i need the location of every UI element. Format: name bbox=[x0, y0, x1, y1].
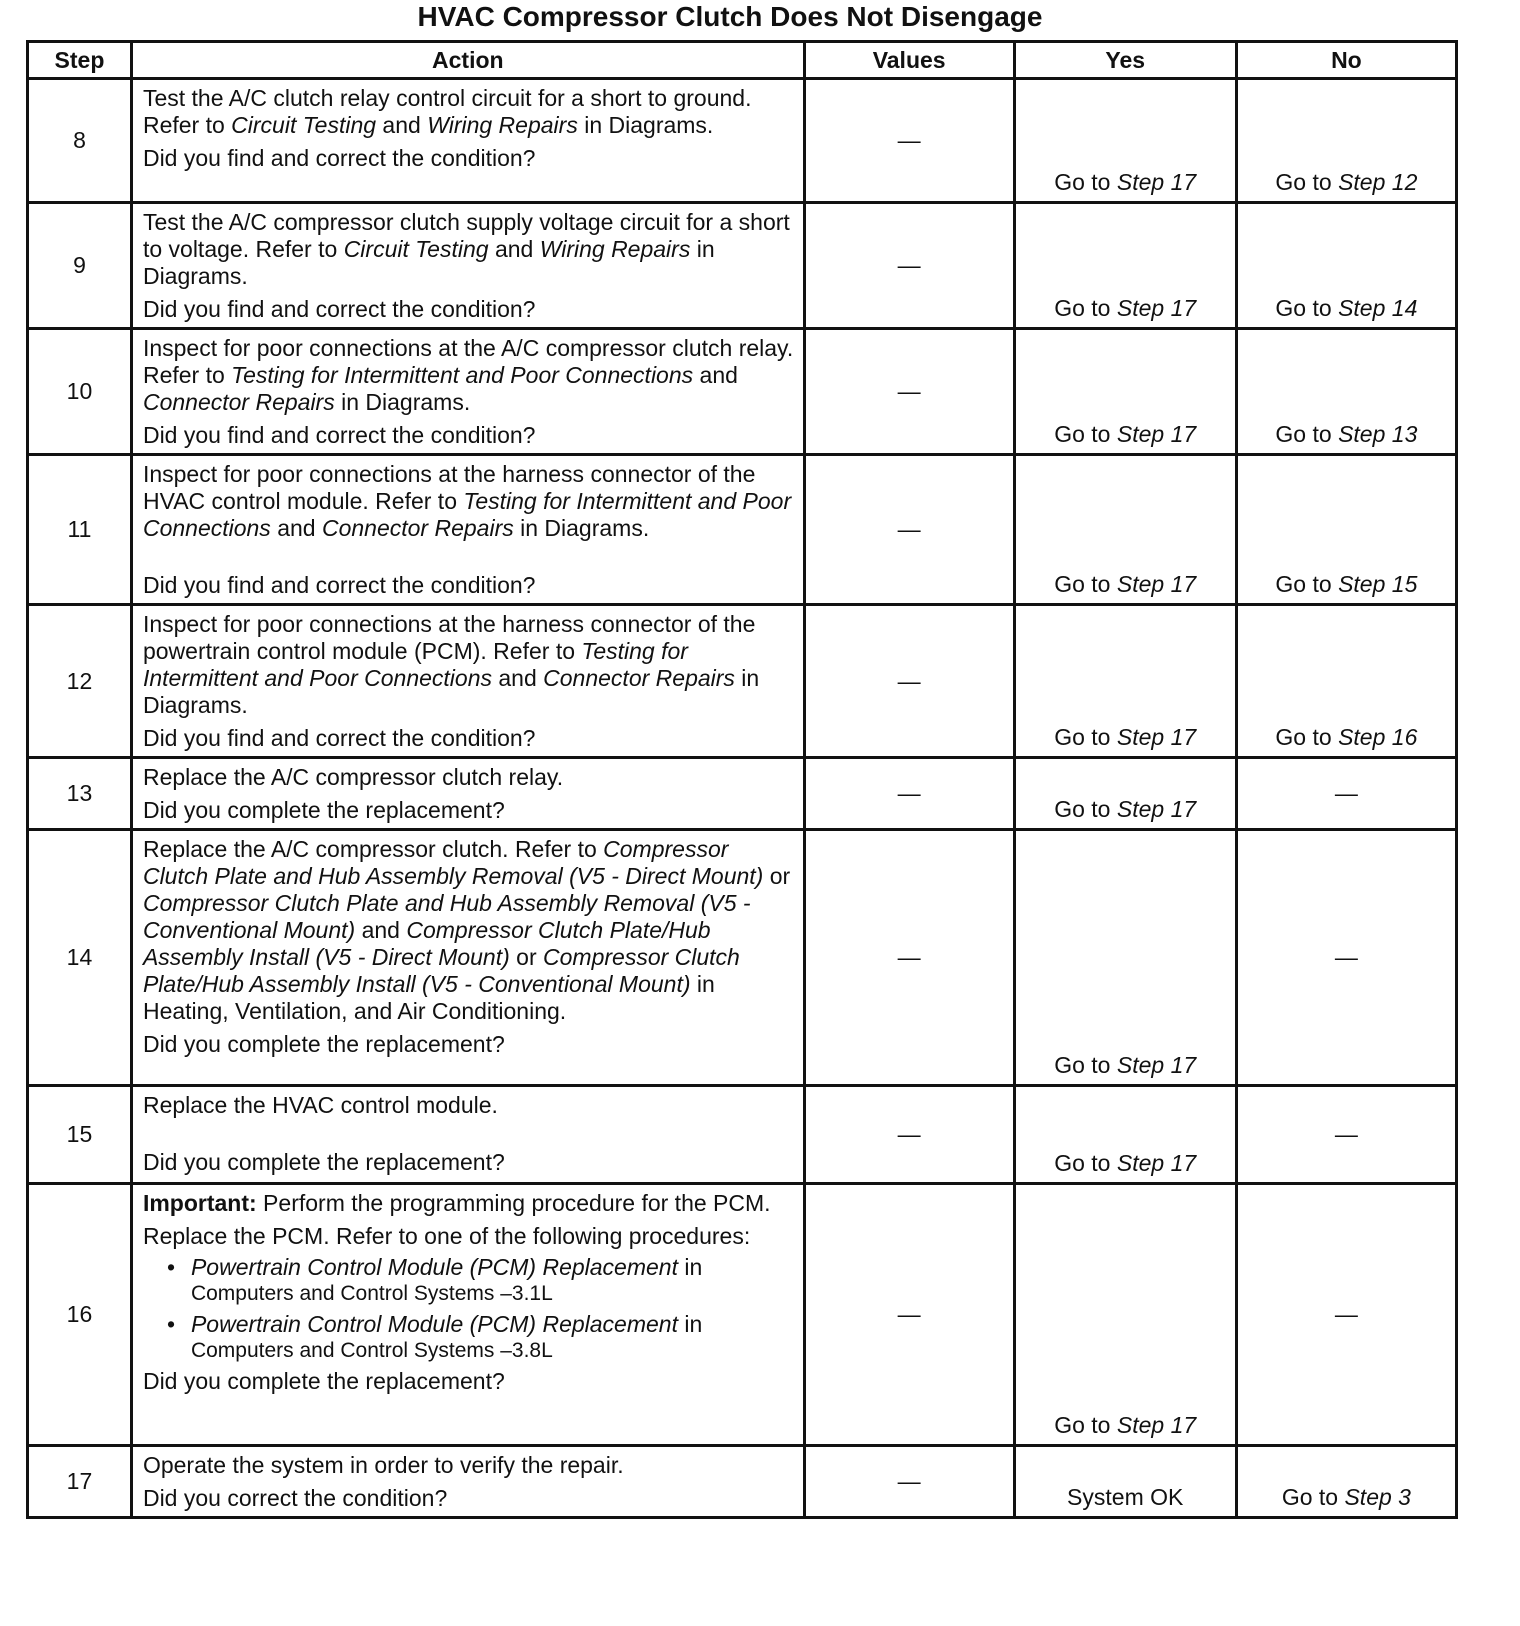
reference-link[interactable]: Testing for Intermittent and Poor Connections bbox=[142, 488, 792, 541]
reference-link[interactable]: Compressor Clutch Plate and Hub Assembly Removal (V5 - Direct Mount) bbox=[142, 836, 764, 889]
no-cell: Go to Step 16 bbox=[1236, 605, 1456, 758]
action-text: Inspect for poor connections at the harness connector of the powertrain control module (PCM). Refer to Testing for Intermittent and Poor Connections and Connector Repairs in Diagrams. bbox=[142, 611, 760, 718]
reference-link[interactable]: Powertrain Control Module (PCM) Replacement bbox=[190, 1311, 678, 1337]
reference-link[interactable]: Connector Repairs bbox=[543, 665, 735, 691]
action-cell bbox=[131, 203, 804, 329]
no-step-link[interactable]: Step 12 bbox=[1338, 169, 1418, 195]
values-cell: — bbox=[804, 203, 1014, 329]
reference-link[interactable]: Connector Repairs bbox=[321, 515, 514, 541]
reference-link[interactable]: Circuit Testing bbox=[231, 112, 377, 138]
no-cell: Go to Step 12 bbox=[1236, 79, 1456, 203]
no-cell: Go to Step 13 bbox=[1236, 329, 1456, 455]
table-row bbox=[28, 79, 1457, 203]
yes-cell: Go to Step 17 bbox=[1014, 1086, 1236, 1184]
step-number: 14 bbox=[28, 830, 132, 1086]
reference-link[interactable]: Wiring Repairs bbox=[427, 112, 578, 138]
table-header-row bbox=[28, 42, 1457, 79]
action-text: Test the A/C compressor clutch supply voltage circuit for a short to voltage. Refer to Circuit Testing and Wiring Repairs in Diagrams. bbox=[142, 209, 790, 289]
yes-step-link[interactable]: Step 17 bbox=[1116, 421, 1197, 447]
header-values: Values bbox=[804, 42, 1014, 79]
values-cell: — bbox=[804, 830, 1014, 1086]
yes-step-link[interactable]: Step 17 bbox=[1116, 295, 1197, 321]
yes-step-link[interactable]: Step 17 bbox=[1116, 1150, 1197, 1176]
action-text: Replace the A/C compressor clutch relay. bbox=[142, 764, 564, 790]
action-cell bbox=[131, 830, 804, 1086]
action-cell bbox=[131, 758, 804, 830]
action-text: Replace the HVAC control module. bbox=[142, 1092, 498, 1118]
header-step: Step bbox=[28, 42, 132, 79]
question-text: Did you complete the replacement? bbox=[142, 1149, 505, 1175]
table-row bbox=[28, 1086, 1457, 1184]
step-number: 11 bbox=[28, 455, 132, 605]
yes-cell: Go to Step 17 bbox=[1014, 329, 1236, 455]
important-note: Important: Perform the programming procedure for the PCM. bbox=[142, 1190, 771, 1216]
yes-cell: Go to Step 17 bbox=[1014, 758, 1236, 830]
no-step-link[interactable]: Step 13 bbox=[1338, 421, 1418, 447]
table-row bbox=[28, 605, 1457, 758]
values-cell: — bbox=[804, 1446, 1014, 1518]
action-text: Test the A/C clutch relay control circuit for a short to ground. Refer to Circuit Testing and Wiring Repairs in Diagrams. bbox=[142, 85, 752, 138]
procedure-table bbox=[26, 40, 1458, 1519]
reference-link[interactable]: Testing for Intermittent and Poor Connections bbox=[142, 638, 688, 691]
question-text: Did you complete the replacement? bbox=[142, 1031, 505, 1057]
bullet-item: • Powertrain Control Module (PCM) Replacement in Computers and Control Systems –3.1L bbox=[143, 1254, 795, 1307]
step-number: 10 bbox=[28, 329, 132, 455]
yes-cell: Go to Step 17 bbox=[1014, 605, 1236, 758]
header-action: Action bbox=[131, 42, 804, 79]
table-row bbox=[28, 1184, 1457, 1446]
step-number: 9 bbox=[28, 203, 132, 329]
action-text: Replace the A/C compressor clutch. Refer to Compressor Clutch Plate and Hub Assembly Removal (V5 - Direct Mount) or Compressor Clutch Plate and Hub Assembly Removal (V5 - Conventional Mount) and Compressor Clutch Plate/Hub Assembly Install (V5 - Direct Mount) or Compressor Clutch Plate/Hub Assembly Install (V5 - Conventional Mount) in Heating, Ventilation, and Air Conditioning. bbox=[142, 836, 791, 1024]
table-row bbox=[28, 455, 1457, 605]
values-cell: — bbox=[804, 758, 1014, 830]
reference-link[interactable]: Compressor Clutch Plate/Hub Assembly Install (V5 - Direct Mount) bbox=[142, 917, 711, 970]
yes-cell: Go to Step 17 bbox=[1014, 79, 1236, 203]
yes-cell bbox=[1014, 1446, 1236, 1518]
table-row bbox=[28, 203, 1457, 329]
reference-link[interactable]: Powertrain Control Module (PCM) Replacement bbox=[190, 1254, 678, 1280]
step-number: 8 bbox=[28, 79, 132, 203]
no-cell: Go to Step 15 bbox=[1236, 455, 1456, 605]
reference-link[interactable]: Testing for Intermittent and Poor Connections bbox=[231, 362, 694, 388]
header-no: No bbox=[1236, 42, 1456, 79]
action-text: Replace the PCM. Refer to one of the following procedures: bbox=[142, 1223, 751, 1249]
action-cell bbox=[131, 329, 804, 455]
table-row bbox=[28, 758, 1457, 830]
values-cell: — bbox=[804, 455, 1014, 605]
step-number: 15 bbox=[28, 1086, 132, 1184]
yes-cell: Go to Step 17 bbox=[1014, 830, 1236, 1086]
bullet-sub-text: Computers and Control Systems –3.1L bbox=[190, 1282, 553, 1305]
yes-step-link[interactable]: Step 17 bbox=[1116, 796, 1197, 822]
step-number: 12 bbox=[28, 605, 132, 758]
action-cell bbox=[131, 605, 804, 758]
step-number: 13 bbox=[28, 758, 132, 830]
question-text: Did you find and correct the condition? bbox=[142, 572, 536, 598]
yes-cell: Go to Step 17 bbox=[1014, 1184, 1236, 1446]
bullet-item: • Powertrain Control Module (PCM) Replacement in Computers and Control Systems –3.8L bbox=[143, 1311, 795, 1364]
action-text: Operate the system in order to verify the repair. bbox=[142, 1452, 624, 1478]
important-label: Important: bbox=[142, 1190, 257, 1216]
yes-step-link[interactable]: Step 17 bbox=[1116, 1052, 1197, 1078]
reference-link[interactable]: Circuit Testing bbox=[343, 236, 489, 262]
values-cell: — bbox=[804, 329, 1014, 455]
values-cell: — bbox=[804, 1086, 1014, 1184]
step-number: 17 bbox=[28, 1446, 132, 1518]
question-text: Did you find and correct the condition? bbox=[142, 725, 536, 751]
values-cell: — bbox=[804, 605, 1014, 758]
reference-link[interactable]: Compressor Clutch Plate/Hub Assembly Install (V5 - Conventional Mount) bbox=[142, 944, 740, 997]
action-text: Inspect for poor connections at the A/C compressor clutch relay. Refer to Testing for Intermittent and Poor Connections and Connector Repairs in Diagrams. bbox=[142, 335, 794, 415]
step-number: 16 bbox=[28, 1184, 132, 1446]
yes-step-link[interactable]: Step 17 bbox=[1116, 1412, 1197, 1438]
question-text: Did you find and correct the condition? bbox=[142, 145, 536, 171]
action-cell bbox=[131, 1184, 804, 1446]
table-row bbox=[28, 1446, 1457, 1518]
system-ok-text: System OK bbox=[1067, 1484, 1184, 1510]
table-row bbox=[28, 329, 1457, 455]
no-step-link[interactable]: Step 14 bbox=[1338, 295, 1418, 321]
yes-step-link[interactable]: Step 17 bbox=[1116, 169, 1197, 195]
no-cell: Go to Step 3 bbox=[1236, 1446, 1456, 1518]
question-text: Did you find and correct the condition? bbox=[142, 296, 536, 322]
bullet-sub-text: Computers and Control Systems –3.8L bbox=[190, 1339, 553, 1362]
bullet-icon: • bbox=[166, 1254, 176, 1280]
question-text: Did you complete the replacement? bbox=[142, 1368, 505, 1394]
no-step-link[interactable]: Step 15 bbox=[1338, 571, 1418, 597]
no-cell: — bbox=[1236, 830, 1456, 1086]
action-cell bbox=[131, 1086, 804, 1184]
page-title: HVAC Compressor Clutch Does Not Disengage bbox=[417, 1, 1043, 32]
header-yes: Yes bbox=[1014, 42, 1236, 79]
no-cell: — bbox=[1236, 1086, 1456, 1184]
action-cell bbox=[131, 455, 804, 605]
values-cell: — bbox=[804, 1184, 1014, 1446]
reference-link[interactable]: Wiring Repairs bbox=[539, 236, 691, 262]
question-text: Did you find and correct the condition? bbox=[142, 422, 536, 448]
yes-cell: Go to Step 17 bbox=[1014, 455, 1236, 605]
no-cell: — bbox=[1236, 758, 1456, 830]
no-step-link[interactable]: Step 16 bbox=[1338, 724, 1418, 750]
yes-cell: Go to Step 17 bbox=[1014, 203, 1236, 329]
values-cell: — bbox=[804, 79, 1014, 203]
no-step-link[interactable]: Step 3 bbox=[1344, 1484, 1411, 1510]
yes-step-link[interactable]: Step 17 bbox=[1116, 571, 1197, 597]
reference-link[interactable]: Compressor Clutch Plate and Hub Assembly Removal (V5 - Conventional Mount) bbox=[142, 890, 751, 943]
question-text: Did you correct the condition? bbox=[142, 1485, 448, 1511]
yes-step-link[interactable]: Step 17 bbox=[1116, 724, 1197, 750]
no-cell: — bbox=[1236, 1184, 1456, 1446]
action-cell bbox=[131, 79, 804, 203]
reference-link[interactable]: Connector Repairs bbox=[142, 389, 335, 415]
action-text: Inspect for poor connections at the harness connector of the HVAC control module. Refer to Testing for Intermittent and Poor Connections and Connector Repairs in Diagrams. bbox=[142, 461, 792, 541]
question-text: Did you complete the replacement? bbox=[142, 797, 505, 823]
table-row bbox=[28, 830, 1457, 1086]
bullet-icon: • bbox=[166, 1311, 176, 1337]
action-cell bbox=[131, 1446, 804, 1518]
no-cell: Go to Step 14 bbox=[1236, 203, 1456, 329]
